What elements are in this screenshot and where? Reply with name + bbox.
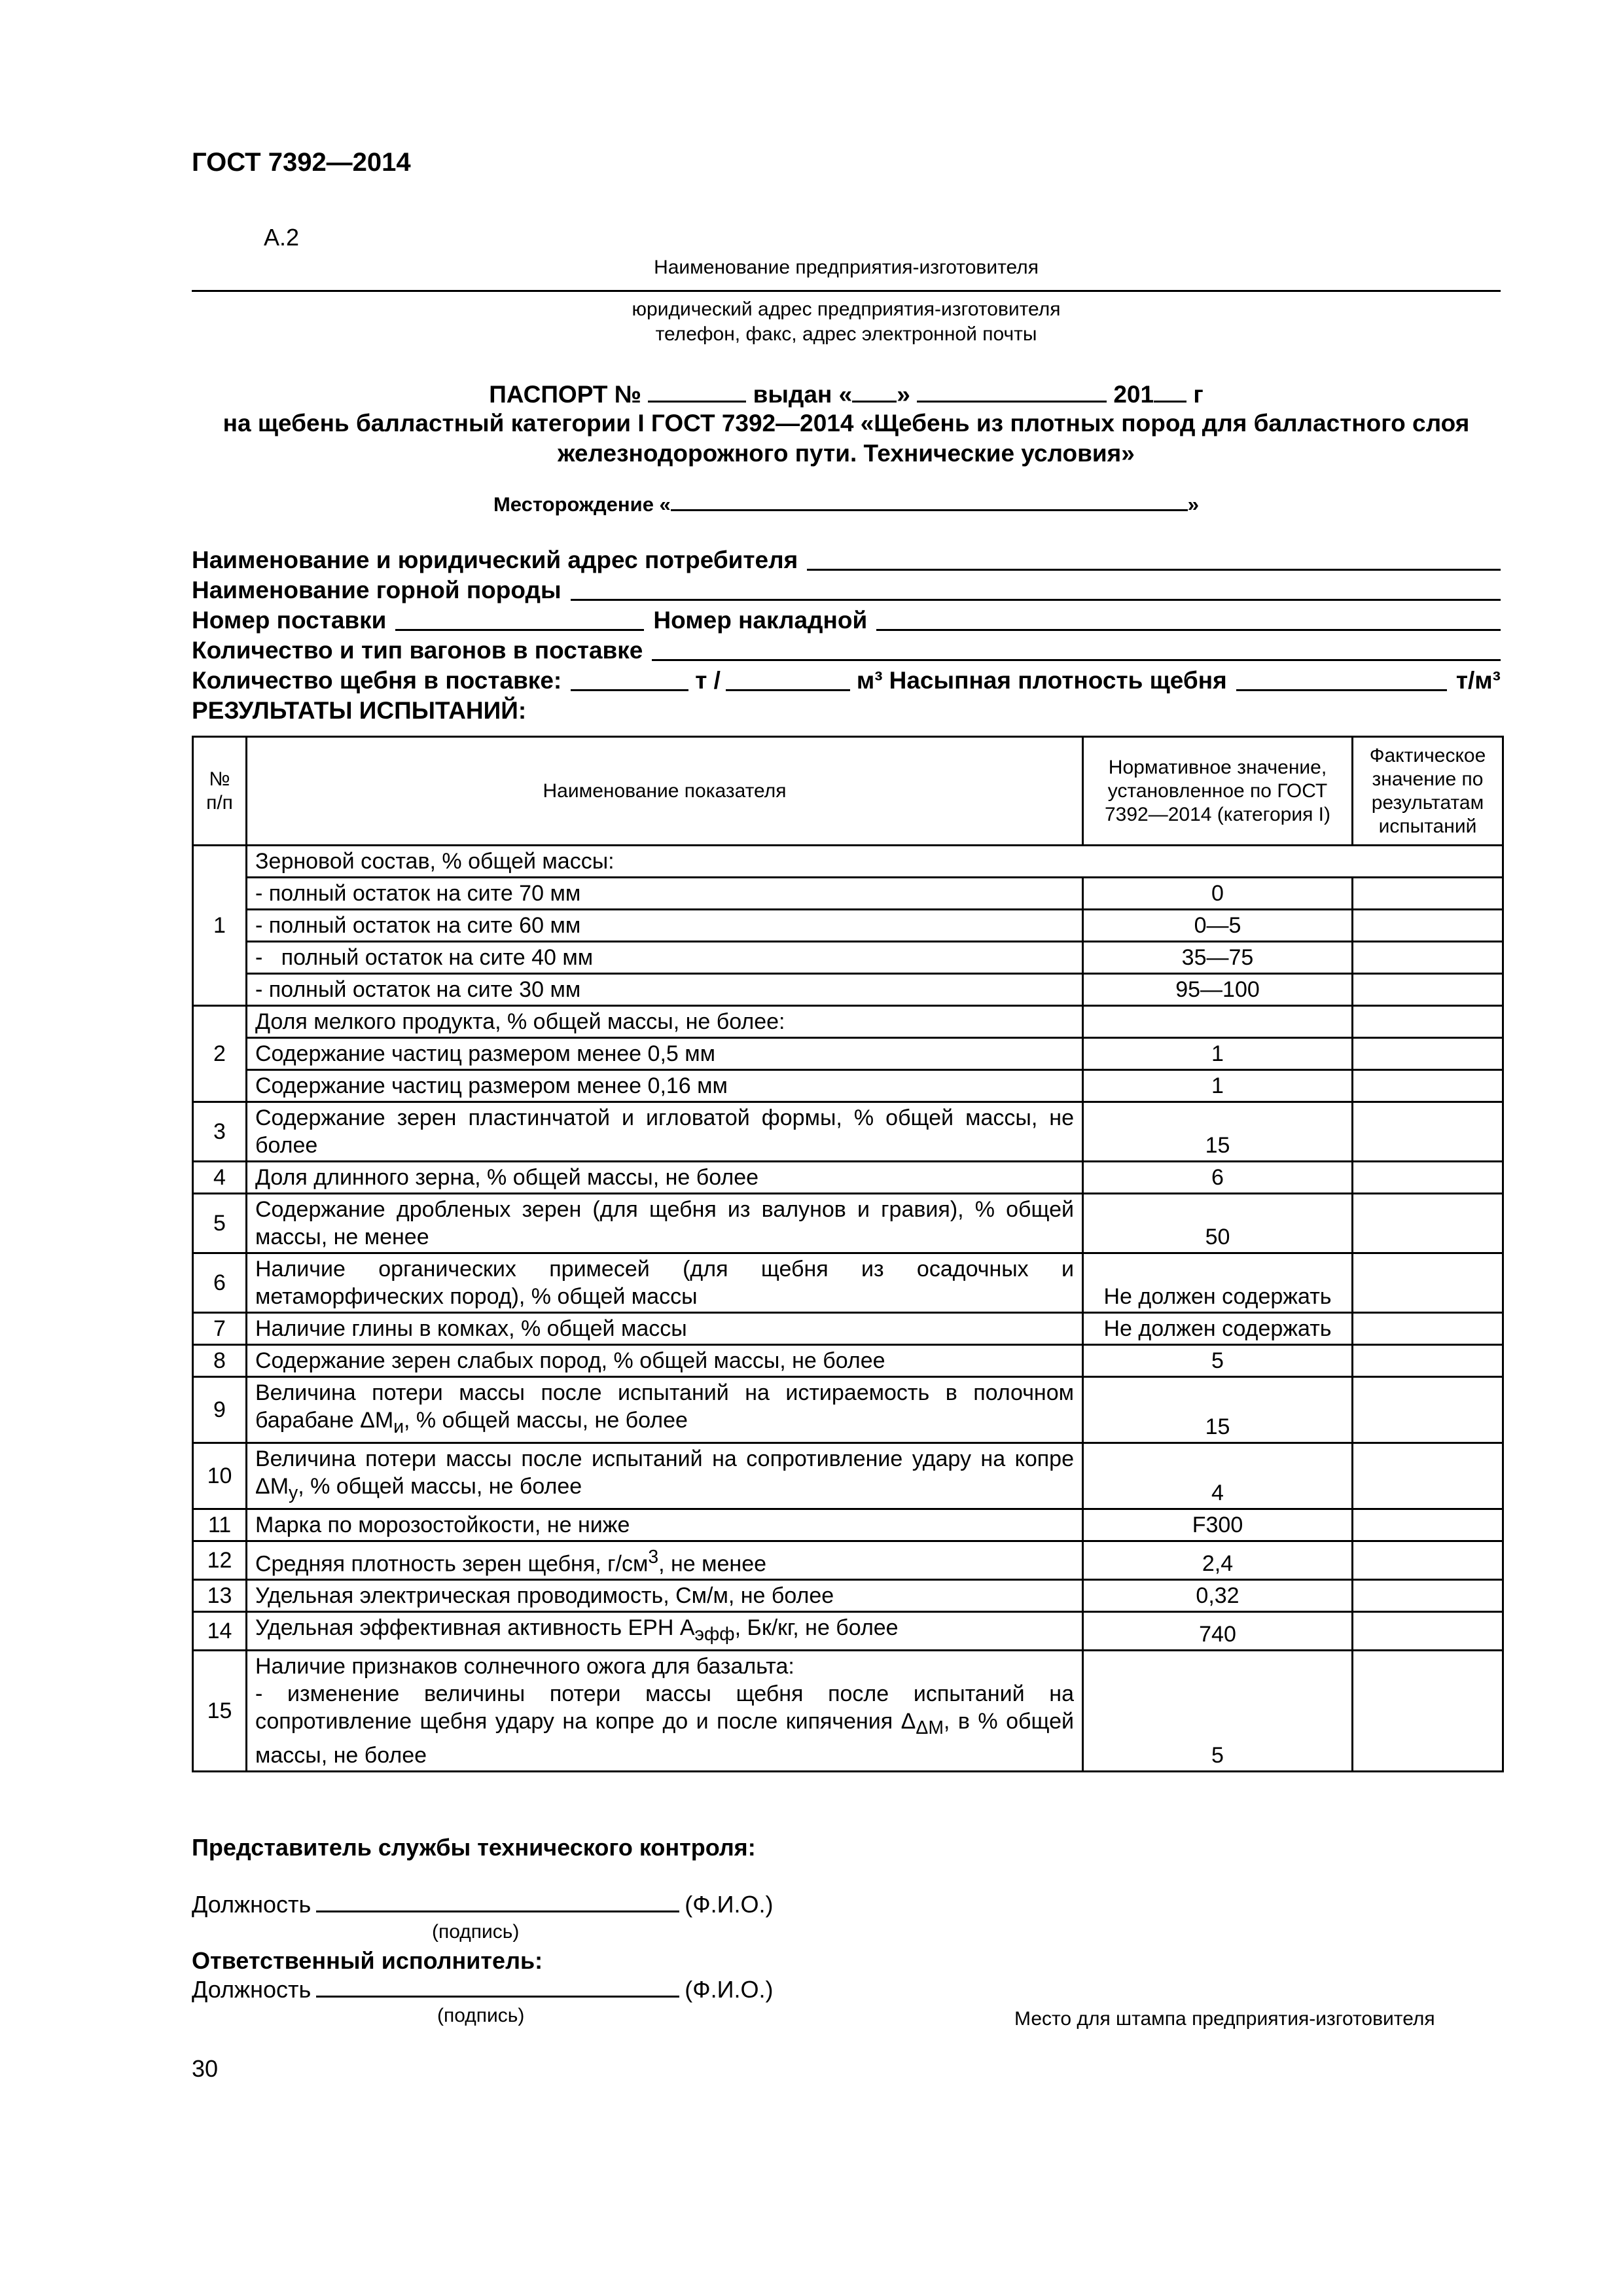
density-blank[interactable] [1236, 667, 1447, 691]
indicator-text: Наличие признаков солнечного ожога для базальта: [255, 1653, 794, 1679]
indicator-name: - полный остаток на сите 30 мм [247, 974, 1083, 1006]
indicator-name: Содержание дробленых зерен (для щебня из валунов и гравия), % общей массы, не менее [247, 1194, 1083, 1253]
deposit-close: » [1187, 493, 1200, 516]
fact-value-cell[interactable] [1353, 974, 1503, 1006]
row-number: 9 [193, 1377, 247, 1443]
indicator-name: - полный остаток на сите 70 мм [247, 878, 1083, 910]
indicator-subscript: у [289, 1482, 298, 1503]
org-contacts-caption: телефон, факс, адрес электронной почты [655, 323, 1037, 345]
fact-value-cell[interactable] [1353, 942, 1503, 974]
indicator-text: Величина потери массы после испытаний на сопротивление удару на копре ΔM [255, 1446, 1074, 1499]
fact-value-cell[interactable] [1353, 1162, 1503, 1194]
table-row [193, 1443, 1503, 1509]
rep-heading: Представитель службы технического контроля: [192, 1834, 756, 1861]
quote-close: » [897, 381, 910, 408]
fact-value-cell[interactable] [1353, 1579, 1503, 1611]
norm-value: 0,32 [1083, 1579, 1353, 1611]
position-label: Должность [192, 1891, 312, 1918]
indicator-name: - полный остаток на сите 40 мм [247, 942, 1083, 974]
org-name-line [192, 290, 1501, 292]
row-number: 6 [193, 1253, 247, 1313]
norm-value: Не должен содержать [1083, 1313, 1353, 1345]
rep-signature-line [192, 1888, 773, 1918]
row-number: 2 [193, 1006, 247, 1102]
day-blank[interactable] [852, 378, 897, 403]
quantity-t-blank[interactable] [571, 667, 688, 691]
row-number: 3 [193, 1102, 247, 1162]
table-row [193, 1650, 1503, 1771]
table-row [193, 846, 1503, 878]
norm-value: 95—100 [1083, 974, 1353, 1006]
row-number: 4 [193, 1162, 247, 1194]
norm-value: 2,4 [1083, 1541, 1353, 1579]
row-number: 1 [193, 846, 247, 1006]
quantity-m3-blank[interactable] [726, 667, 850, 691]
table-row [193, 1253, 1503, 1313]
issued-label: выдан « [753, 381, 853, 408]
norm-value: 740 [1083, 1611, 1353, 1650]
deposit-line [192, 491, 1501, 516]
indicator-name: Удельная электрическая проводимость, См/м, не более [247, 1579, 1083, 1611]
indicator-text-tail: , не менее [658, 1551, 767, 1576]
passport-number-blank[interactable] [648, 378, 746, 403]
table-row [193, 878, 1503, 910]
table-row [193, 1313, 1503, 1345]
indicator-subscript: ΔM [916, 1717, 944, 1738]
indicator-name: Марка по морозостойкости, не ниже [247, 1509, 1083, 1541]
resp-signature-line [192, 1973, 773, 2003]
table-row [193, 1038, 1503, 1070]
norm-value: 5 [1083, 1345, 1353, 1377]
resp-signature-caption: (подпись) [437, 2005, 525, 2026]
indicator-subscript: эфф [694, 1623, 735, 1645]
fact-value-cell[interactable] [1353, 1611, 1503, 1650]
indicator-name [247, 1443, 1083, 1509]
invoice-blank[interactable] [876, 607, 1501, 631]
norm-value: F300 [1083, 1509, 1353, 1541]
fact-value-cell[interactable] [1353, 1006, 1503, 1038]
results-table [192, 736, 1504, 1772]
indicator-text-2: - изменение величины потери массы щебня после испытаний на сопротивление щебня удару на копре до и после кипячения Δ [255, 1681, 1074, 1734]
fact-value-cell[interactable] [1353, 1443, 1503, 1509]
row-number: 7 [193, 1313, 247, 1345]
wagons-field [192, 637, 1501, 667]
consumer-blank[interactable] [807, 547, 1501, 571]
month-blank[interactable] [917, 378, 1107, 403]
year-blank[interactable] [1154, 378, 1186, 403]
quantity-label: Количество щебня в поставке: [192, 667, 562, 694]
indicator-name: Наличие глины в комках, % общей массы [247, 1313, 1083, 1345]
table-row [193, 1541, 1503, 1579]
indicator-name: Наличие органических примесей (для щебня из осадочных и метаморфических пород), % общей массы [247, 1253, 1083, 1313]
consumer-label: Наименование и юридический адрес потребителя [192, 547, 798, 573]
norm-value: 5 [1083, 1650, 1353, 1771]
rep-signature-caption: (подпись) [432, 1921, 520, 1943]
delivery-field [192, 607, 1501, 637]
norm-value: 15 [1083, 1102, 1353, 1162]
table-row [193, 1102, 1503, 1162]
row-number: 15 [193, 1650, 247, 1771]
table-row [193, 1194, 1503, 1253]
indicator-name [247, 1650, 1083, 1771]
norm-value: Не должен содержать [1083, 1253, 1353, 1313]
passport-subject-line-2: железнодорожного пути. Технические условия» [558, 440, 1135, 467]
indicator-name: Содержание зерен пластинчатой и игловатой формы, % общей массы, не более [247, 1102, 1083, 1162]
fact-value-cell[interactable] [1353, 1038, 1503, 1070]
rock-label: Наименование горной породы [192, 577, 562, 603]
indicator-name: Доля мелкого продукта, % общей массы, не более: [247, 1006, 1083, 1038]
row-number: 10 [193, 1443, 247, 1509]
norm-value: 35—75 [1083, 942, 1353, 974]
indicator-subscript: и [393, 1416, 404, 1437]
indicator-name: Доля длинного зерна, % общей массы, не более [247, 1162, 1083, 1194]
deposit-blank[interactable] [671, 491, 1188, 511]
norm-value: 0 [1083, 878, 1353, 910]
fact-value-cell[interactable] [1353, 1377, 1503, 1443]
norm-value: 4 [1083, 1443, 1353, 1509]
rock-field [192, 577, 1501, 607]
indicator-text: Средняя плотность зерен щебня, г/см [255, 1551, 649, 1576]
rep-signature-blank[interactable] [316, 1888, 679, 1912]
table-row [193, 1006, 1503, 1038]
quantity-field [192, 667, 1501, 697]
delivery-blank[interactable] [395, 607, 644, 631]
standard-header: ГОСТ 7392—2014 [192, 148, 411, 177]
invoice-label: Номер накладной [653, 607, 868, 634]
fact-value-cell[interactable] [1353, 910, 1503, 942]
org-address-caption: юридический адрес предприятия-изготовителя [632, 298, 1061, 320]
fio-label: (Ф.И.О.) [685, 1891, 774, 1918]
table-row [193, 1377, 1503, 1443]
norm-value: 1 [1083, 1070, 1353, 1102]
indicator-text-tail: , в % общей массы, не более [255, 1708, 1074, 1768]
row-number: 11 [193, 1509, 247, 1541]
header-num: № п/п [193, 737, 247, 846]
page-number: 30 [192, 2055, 219, 2082]
row-number: 14 [193, 1611, 247, 1650]
deposit-label: Месторождение « [493, 493, 671, 516]
fio-label: (Ф.И.О.) [685, 1976, 774, 2003]
position-label: Должность [192, 1976, 312, 2003]
passport-subject-line: на щебень балластный категории I ГОСТ 7392—2014 «Щебень из плотных пород для балластного слоя [223, 410, 1470, 437]
fact-value-cell[interactable] [1353, 1509, 1503, 1541]
fact-value-cell[interactable] [1353, 1070, 1503, 1102]
table-row [193, 1579, 1503, 1611]
fact-value-cell[interactable] [1353, 878, 1503, 910]
row-number: 5 [193, 1194, 247, 1253]
table-header-row [193, 737, 1503, 846]
fact-value-cell[interactable] [1353, 1345, 1503, 1377]
indicator-name: Содержание зерен слабых пород, % общей массы, не более [247, 1345, 1083, 1377]
delivery-label: Номер поставки [192, 607, 387, 634]
table-row [193, 1509, 1503, 1541]
passport-line [192, 378, 1501, 410]
fact-value-cell[interactable] [1353, 1102, 1503, 1162]
table-row [193, 1162, 1503, 1194]
resp-signature-blank[interactable] [316, 1973, 679, 1998]
section-number: А.2 [264, 224, 300, 251]
indicator-name [247, 1377, 1083, 1443]
resp-heading: Ответственный исполнитель: [192, 1947, 543, 1974]
consumer-field [192, 547, 1501, 577]
fact-value-cell[interactable] [1353, 1650, 1503, 1771]
year-suffix: г [1193, 381, 1204, 408]
row-number: 13 [193, 1579, 247, 1611]
org-name-caption: Наименование предприятия-изготовителя [654, 257, 1039, 278]
norm-value: 6 [1083, 1162, 1353, 1194]
indicator-text-tail: , % общей массы, не более [298, 1473, 582, 1499]
density-label: Насыпная плотность щебня [889, 667, 1227, 694]
quantity-m3-unit: м³ [856, 667, 883, 694]
table-row [193, 974, 1503, 1006]
results-heading: РЕЗУЛЬТАТЫ ИСПЫТАНИЙ: [192, 697, 527, 724]
indicator-name [247, 1611, 1083, 1650]
table-row [193, 1611, 1503, 1650]
table-row [193, 1345, 1503, 1377]
header-fact: Фактическое значение по результатам испытаний [1353, 737, 1503, 846]
year-prefix: 201 [1113, 381, 1154, 408]
header-norm: Нормативное значение, установленное по ГОСТ 7392—2014 (категория I) [1083, 737, 1353, 846]
indicator-superscript: 3 [648, 1546, 659, 1568]
norm-value: 50 [1083, 1194, 1353, 1253]
fact-value-cell[interactable] [1353, 1253, 1503, 1313]
indicator-name: Содержание частиц размером менее 0,16 мм [247, 1070, 1083, 1102]
norm-value-empty [1083, 1006, 1353, 1038]
table-row [193, 910, 1503, 942]
table-row [193, 1070, 1503, 1102]
row-number: 12 [193, 1541, 247, 1579]
norm-value: 0—5 [1083, 910, 1353, 942]
indicator-text: Величина потери массы после испытаний на истираемость в полочном барабане ΔM [255, 1380, 1074, 1433]
fact-value-cell[interactable] [1353, 1313, 1503, 1345]
indicator-text-tail: , % общей массы, не более [404, 1408, 688, 1433]
row-number: 8 [193, 1345, 247, 1377]
table-row [193, 942, 1503, 974]
indicator-name: Содержание частиц размером менее 0,5 мм [247, 1038, 1083, 1070]
rock-blank[interactable] [571, 577, 1501, 601]
passport-label: ПАСПОРТ № [489, 381, 642, 408]
fact-value-cell[interactable] [1353, 1541, 1503, 1579]
header-name: Наименование показателя [247, 737, 1083, 846]
fact-value-cell[interactable] [1353, 1194, 1503, 1253]
quantity-t-unit: т / [695, 667, 721, 694]
density-unit: т/м³ [1455, 667, 1501, 694]
norm-value: 1 [1083, 1038, 1353, 1070]
indicator-name: - полный остаток на сите 60 мм [247, 910, 1083, 942]
wagons-label: Количество и тип вагонов в поставке [192, 637, 643, 664]
indicator-text: Удельная эффективная активность ЕРН A [255, 1615, 695, 1640]
indicator-name: Зерновой состав, % общей массы: [247, 846, 1503, 878]
wagons-blank[interactable] [652, 637, 1501, 661]
indicator-name [247, 1541, 1083, 1579]
stamp-caption: Место для штампа предприятия-изготовителя [1014, 2008, 1435, 2030]
norm-value: 15 [1083, 1377, 1353, 1443]
indicator-text-tail: , Бк/кг, не более [734, 1615, 899, 1640]
